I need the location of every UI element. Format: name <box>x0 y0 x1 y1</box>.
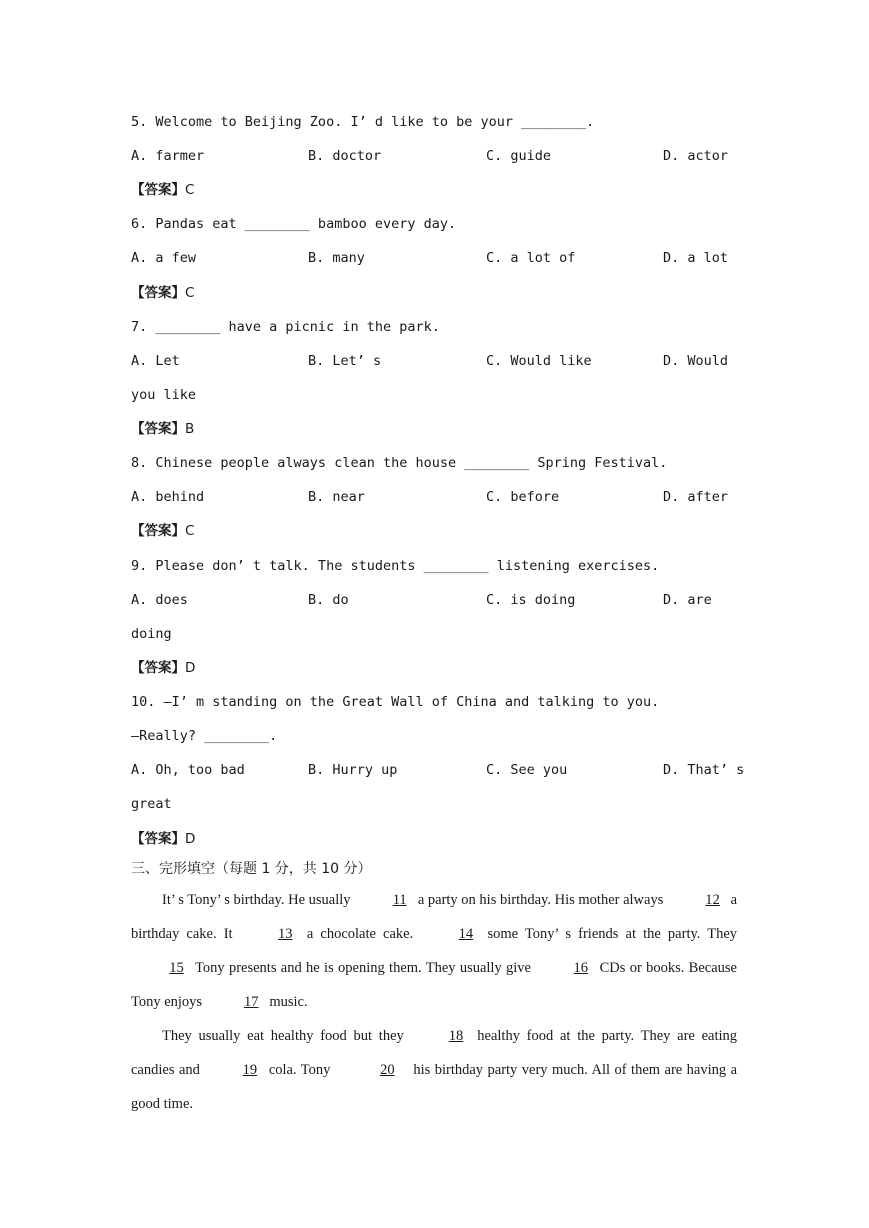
cloze-text: It’ s Tony’ s birthday. He usually <box>162 892 351 908</box>
cloze-blank-15: 15 <box>169 960 184 976</box>
cloze-blank-14: 14 <box>458 926 474 942</box>
q10-option-b: B. Hurry up <box>308 762 398 778</box>
answer-label: 【答案】 <box>131 182 185 198</box>
q7-option-b: B. Let’ s <box>308 353 382 369</box>
answer-value: C <box>185 523 195 539</box>
section-title: 三、完形填空（每题 1 分，共 10 分） <box>131 861 372 877</box>
q10-option-c: C. See you <box>486 762 568 778</box>
cloze-blank-17: 17 <box>243 994 259 1010</box>
q8-option-d: D. after <box>663 489 729 505</box>
q10-answer <box>131 830 195 848</box>
q9-option-d: D. are <box>663 592 712 608</box>
q5-option-d: D. actor <box>663 148 729 164</box>
answer-label: 【答案】 <box>131 421 185 437</box>
q9-option-c: C. is doing <box>486 592 576 608</box>
cloze-text: Tony presents and he is opening them. They usually give <box>195 960 531 976</box>
cloze-text: healthy food at the party. They are eating candies and <box>131 1028 738 1078</box>
q9-option-b: B. do <box>308 592 349 608</box>
q8-answer <box>131 522 194 540</box>
q8-option-c: C. before <box>486 489 560 505</box>
q5-option-a: A. farmer <box>131 148 205 164</box>
question-5-stem: 5. Welcome to Beijing Zoo. I’ d like to be your ________. <box>131 114 595 130</box>
question-10-stem: 10. —I’ m standing on the Great Wall of China and talking to you. <box>131 694 660 710</box>
answer-label: 【答案】 <box>131 523 185 539</box>
q8-option-b: B. near <box>308 489 365 505</box>
q6-option-a: A. a few <box>131 250 197 266</box>
cloze-paragraph-1 <box>131 883 737 1019</box>
q10-option-d: D. That’ s <box>663 762 745 778</box>
answer-value: D <box>185 660 196 676</box>
answer-label: 【答案】 <box>131 660 185 676</box>
q7-option-a: A. Let <box>131 353 180 369</box>
q6-answer <box>131 284 194 302</box>
cloze-text: CDs or books. Because Tony enjoys <box>131 960 737 1010</box>
q7-option-d-wrap: you like <box>131 387 197 403</box>
answer-label: 【答案】 <box>131 831 185 847</box>
cloze-text: his birthday party very much. <box>413 1062 588 1078</box>
q9-option-a: A. does <box>131 592 188 608</box>
question-8-stem: 8. Chinese people always clean the house ________ Spring Festival. <box>131 455 668 471</box>
q9-answer <box>131 659 195 677</box>
q10-option-a: A. Oh, too bad <box>131 762 245 778</box>
q6-option-d: D. a lot <box>663 250 729 266</box>
answer-value: C <box>185 182 195 198</box>
answer-label: 【答案】 <box>131 285 185 301</box>
cloze-text: a party on his birthday. His mother always <box>417 892 664 908</box>
q5-answer <box>131 181 194 199</box>
cloze-blank-20: 20 <box>380 1062 395 1078</box>
cloze-text: a birthday cake. It <box>131 892 738 942</box>
q7-option-c: C. Would like <box>486 353 592 369</box>
q7-option-d: D. Would <box>663 353 729 369</box>
cloze-blank-11: 11 <box>392 892 407 908</box>
cloze-text: All of them are having a good time. <box>131 1062 738 1112</box>
answer-value: C <box>185 285 195 301</box>
answer-value: D <box>185 831 196 847</box>
q5-option-b: B. doctor <box>308 148 382 164</box>
cloze-blank-12: 12 <box>705 892 720 908</box>
q6-option-b: B. many <box>308 250 365 266</box>
answer-value: B <box>185 421 195 437</box>
q5-option-c: C. guide <box>486 148 552 164</box>
q10-option-d-wrap: great <box>131 796 172 812</box>
q9-option-d-wrap: doing <box>131 626 172 642</box>
q6-option-c: C. a lot of <box>486 250 576 266</box>
question-6-stem: 6. Pandas eat ________ bamboo every day. <box>131 216 457 232</box>
cloze-text: cola. Tony <box>268 1062 331 1078</box>
question-7-stem: 7. ________ have a picnic in the park. <box>131 319 440 335</box>
question-10-stem-reply: —Really? ________. <box>131 728 278 744</box>
q7-answer <box>131 420 194 438</box>
question-9-stem: 9. Please don’ t talk. The students ________ listening exercises. <box>131 558 660 574</box>
cloze-blank-13: 13 <box>277 926 293 942</box>
cloze-text: music. <box>269 994 308 1010</box>
cloze-blank-18: 18 <box>448 1028 464 1044</box>
q8-option-a: A. behind <box>131 489 205 505</box>
cloze-text: some Tony’ s friends at the party. They <box>487 926 738 942</box>
cloze-blank-19: 19 <box>242 1062 258 1078</box>
cloze-text: a chocolate cake. <box>306 926 414 942</box>
cloze-text: They usually eat healthy food but they <box>162 1028 404 1044</box>
cloze-paragraph-2 <box>131 1019 737 1121</box>
cloze-blank-16: 16 <box>573 960 589 976</box>
